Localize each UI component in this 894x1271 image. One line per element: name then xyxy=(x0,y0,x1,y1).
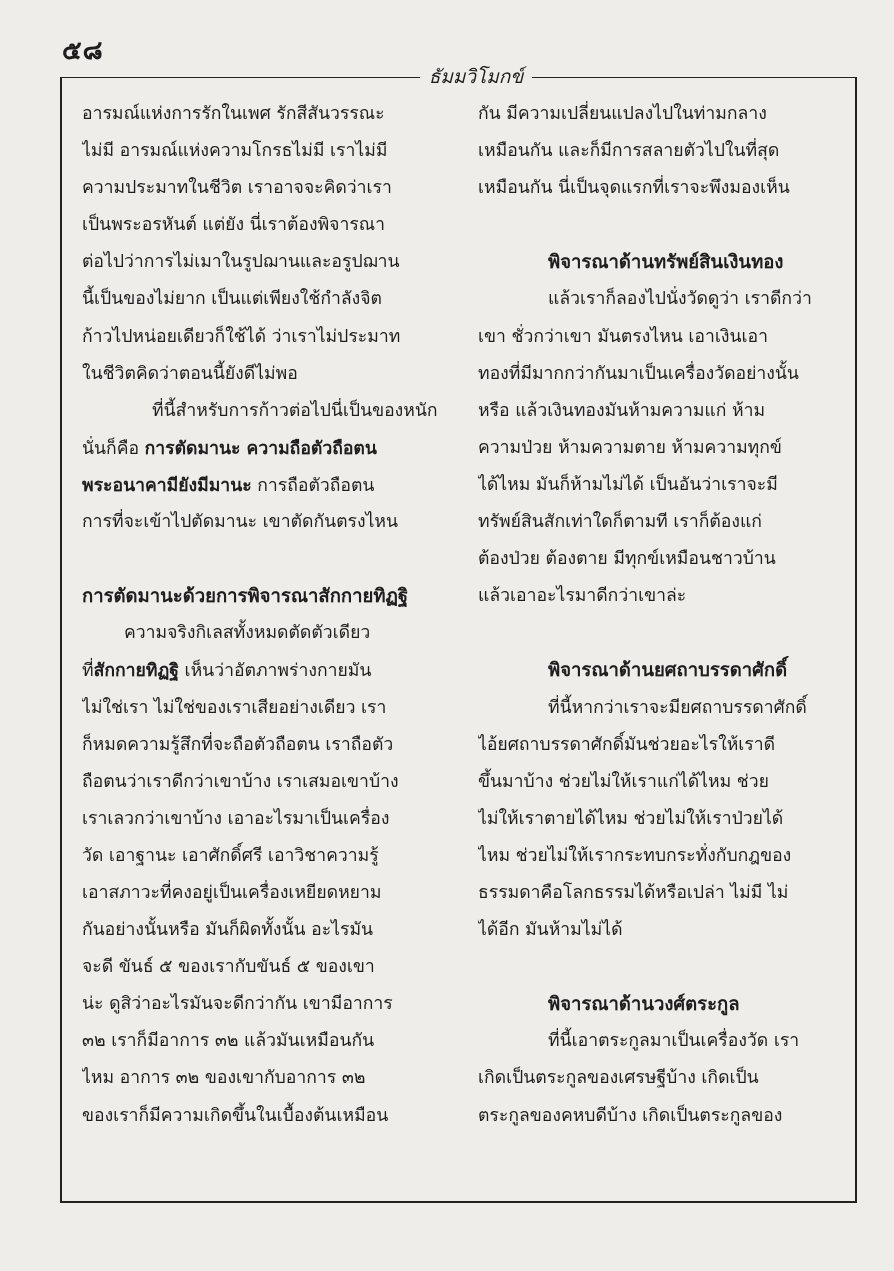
text-span: ที่ xyxy=(82,661,94,682)
text-line: หรือ แล้วเงินทองมันห้ามความแก่ ห้าม xyxy=(478,400,766,421)
page-number: ๕๘ xyxy=(62,36,104,66)
paragraph-start-line: ที่นี้หากว่าเราจะมียศถาบรรดาศักดิ์ xyxy=(548,697,807,718)
text-line: ไม่มี อารมณ์แห่งความโกรธไม่มี เราไม่มี xyxy=(82,141,388,162)
text-line: ไม่ให้เราตายได้ไหม ช่วยไม่ให้เราป่วยได้ xyxy=(478,808,784,829)
text-line: กัน มีความเปลี่ยนแปลงไปในท่ามกลาง xyxy=(478,104,767,124)
text-line: ธรรมดาคือโลกธรรมได้หรือเปล่า ไม่มี ไม่ xyxy=(478,882,789,903)
text-span: เห็นว่าอัตภาพร่างกายมัน xyxy=(178,661,372,682)
text-line: เขา ชั่วกว่าเขา มันตรงไหน เอาเงินเอา xyxy=(478,326,768,347)
text-span: การถือตัวถือตน xyxy=(251,475,375,496)
text-line: วัด เอาฐานะ เอาศักดิ์ศรี เอาวิชาความรู้ xyxy=(82,845,379,866)
text-line: ความป่วย ห้ามความตาย ห้ามความทุกข์ xyxy=(478,437,782,458)
bold-term: การตัดมานะ ความถือตัวถือตน xyxy=(144,437,377,459)
text-line: ๓๒ เราก็มีอาการ ๓๒ แล้วมันเหมือนกัน xyxy=(82,1031,375,1052)
section-heading: พิจารณาด้านยศถาบรรดาศักดิ์ xyxy=(548,660,788,682)
text-line: ได้ไหม มันก็ห้ามไม่ได้ เป็นอันว่าเราจะมี xyxy=(478,474,778,495)
text-span: นั่นก็คือ xyxy=(82,438,140,459)
text-line: เกิดเป็นตระกูลของเศรษฐีบ้าง เกิดเป็น xyxy=(478,1068,759,1089)
paragraph-start-line: ที่นี้เอาตระกูลมาเป็นเครื่องวัด เรา xyxy=(548,1031,800,1052)
paragraph-start-line: แล้วเราก็ลองไปนั่งวัดดูว่า เราดีกว่า xyxy=(548,289,812,310)
text-line: ได้อีก มันห้ามไม่ได้ xyxy=(478,920,623,941)
right-column xyxy=(478,96,848,1135)
text-line: ก็หมดความรู้สึกที่จะถือตัวถือตน เราถือตัว xyxy=(82,734,394,755)
text-line xyxy=(82,430,457,467)
blank-line xyxy=(478,207,848,244)
text-line: เอาสภาวะที่คงอยู่เป็นเครื่องเหยียดหยาม xyxy=(82,882,382,903)
bold-term: สักกายทิฏฐิ xyxy=(93,660,179,682)
text-line: ไหม อาการ ๓๒ ของเขากับอาการ ๓๒ xyxy=(82,1068,366,1089)
text-line: นี้เป็นของไม่ยาก เป็นแต่เพียงใช้กำลังจิต xyxy=(82,289,382,310)
section-heading: พิจารณาด้านวงศ์ตระกูล xyxy=(548,994,740,1016)
text-line: แล้วเอาอะไรมาดีกว่าเขาล่ะ xyxy=(478,586,687,607)
text-line: กันอย่างนั้นหรือ มันก็ผิดทั้งนั้น อะไรมัน xyxy=(82,920,374,941)
text-line: ตระกูลของคหบดีบ้าง เกิดเป็นตระกูลของ xyxy=(478,1105,783,1126)
text-line: เป็นพระอรหันต์ แต่ยัง นี่เราต้องพิจารณา xyxy=(82,215,386,236)
text-line: ทองที่มีมากกว่ากันมาเป็นเครื่องวัดอย่างนั้น xyxy=(478,363,799,384)
text-line xyxy=(82,652,457,689)
running-title: ธัมมวิโมกข์ xyxy=(428,66,524,88)
text-line: เราเลวกว่าเขาบ้าง เอาอะไรมาเป็นเครื่อง xyxy=(82,808,390,829)
text-line: ไหม ช่วยไม่ให้เรากระทบกระทั่งกับกฎของ xyxy=(478,845,792,866)
text-line: ต้องป่วย ต้องตาย มีทุกข์เหมือนชาวบ้าน xyxy=(478,549,776,570)
text-line: เหมือนกัน นี่เป็นจุดแรกที่เราจะพึงมองเห็น xyxy=(478,178,790,199)
text-line: น่ะ ดูสิว่าอะไรมันจะดีกว่ากัน เขามีอาการ xyxy=(82,994,393,1015)
text-line: ทรัพย์สินสักเท่าใดก็ตามที เราก็ต้องแก่ xyxy=(478,512,762,533)
text-line: ขึ้นมาบ้าง ช่วยไม่ให้เราแก่ได้ไหม ช่วย xyxy=(478,771,769,792)
text-line: ของเราก็มีความเกิดขึ้นในเบื้องต้นเหมือน xyxy=(82,1105,389,1126)
text-line: ไม่ใช่เรา ไม่ใช่ของเราเสียอย่างเดียว เรา xyxy=(82,697,387,718)
blank-line xyxy=(478,615,848,652)
bold-term: พระอนาคามียังมีมานะ xyxy=(82,474,252,496)
section-heading: การตัดมานะด้วยการพิจารณาสักกายทิฏฐิ xyxy=(82,586,409,608)
left-column xyxy=(82,96,457,1135)
text-line: เหมือนกัน และก็มีการสลายตัวไปในที่สุด xyxy=(478,141,780,162)
text-line: การที่จะเข้าไปตัดมานะ เขาตัดกันตรงไหน xyxy=(82,512,399,533)
text-line: ในชีวิตคิดว่าตอนนี้ยังดีไม่พอ xyxy=(82,363,298,384)
text-line: ความประมาทในชีวิต เราอาจจะคิดว่าเรา xyxy=(82,178,392,199)
section-heading: พิจารณาด้านทรัพย์สินเงินทอง xyxy=(548,252,784,274)
paragraph-start-line: ความจริงกิเลสทั้งหมดตัดตัวเดียว xyxy=(124,623,371,644)
text-line: ถือตนว่าเราดีกว่าเขาบ้าง เราเสมอเขาบ้าง xyxy=(82,771,399,792)
blank-line xyxy=(82,541,457,578)
text-line xyxy=(82,467,457,504)
text-line: จะดี ขันธ์ ๕ ของเรากับขันธ์ ๕ ของเขา xyxy=(82,957,375,978)
text-line: ก้าวไปหน่อยเดียวก็ใช้ได้ ว่าเราไม่ประมาท xyxy=(82,326,401,347)
text-line: ไอ้ยศถาบรรดาศักดิ์มันช่วยอะไรให้เราดี xyxy=(478,734,776,755)
paragraph-start-line: ที่นี้สำหรับการก้าวต่อไปนี่เป็นของหนัก xyxy=(152,400,438,421)
blank-line xyxy=(478,949,848,986)
text-line: ต่อไปว่าการไม่เมาในรูปฌานและอรูปฌาน xyxy=(82,252,400,273)
text-line: อารมณ์แห่งการรักในเพศ รักสีสันวรรณะ xyxy=(82,104,385,124)
